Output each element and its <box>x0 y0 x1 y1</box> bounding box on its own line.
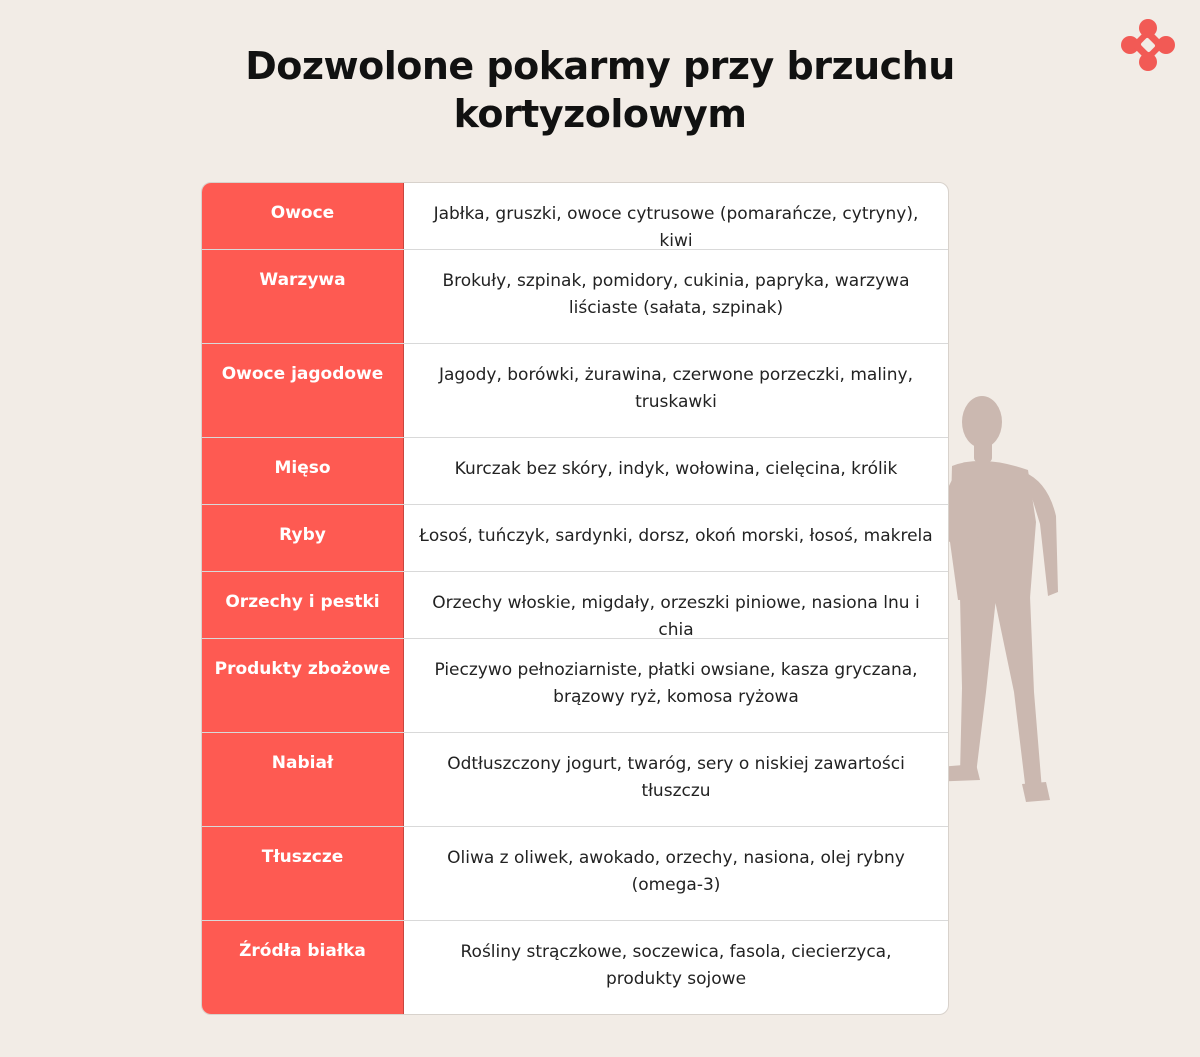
category-cell: Owoce <box>202 183 404 249</box>
page-title <box>0 42 1200 138</box>
category-cell: Owoce jagodowe <box>202 344 404 437</box>
table-row <box>202 638 948 732</box>
food-table <box>201 182 949 1015</box>
category-cell: Warzywa <box>202 250 404 343</box>
category-cell: Mięso <box>202 438 404 504</box>
table-row <box>202 571 948 638</box>
category-cell: Źródła białka <box>202 921 404 1014</box>
table-row <box>202 249 948 343</box>
table-row <box>202 343 948 437</box>
items-cell: Jagody, borówki, żurawina, czerwone porzeczki, maliny, truskawki <box>438 365 914 412</box>
items-cell: Brokuły, szpinak, pomidory, cukinia, papryka, warzywa liściaste (sałata, szpinak) <box>442 271 910 318</box>
page-title-line-1: Dozwolone pokarmy przy brzuchu <box>245 44 955 88</box>
items-cell: Orzechy włoskie, migdały, orzeszki piniowe, nasiona lnu i chia <box>432 593 920 640</box>
table-row <box>202 504 948 571</box>
items-cell: Łosoś, tuńczyk, sardynki, dorsz, okoń morski, łosoś, makrela <box>419 526 933 546</box>
category-cell: Orzechy i pestki <box>202 572 404 638</box>
brand-logo-icon <box>1118 16 1178 74</box>
items-cell: Odtłuszczony jogurt, twaróg, sery o niskiej zawartości tłuszczu <box>447 754 905 801</box>
items-cell: Kurczak bez skóry, indyk, wołowina, cielęcina, królik <box>454 459 898 479</box>
category-cell: Tłuszcze <box>202 827 404 920</box>
table-row <box>202 183 948 249</box>
table-row <box>202 920 948 1014</box>
category-cell: Ryby <box>202 505 404 571</box>
table-row <box>202 826 948 920</box>
items-cell: Pieczywo pełnoziarniste, płatki owsiane, kasza gryczana, brązowy ryż, komosa ryżowa <box>434 660 918 707</box>
table-row <box>202 437 948 504</box>
page-title-line-2: kortyzolowym <box>453 92 747 136</box>
items-cell: Jabłka, gruszki, owoce cytrusowe (pomarańcze, cytryny), kiwi <box>433 204 919 251</box>
category-cell: Nabiał <box>202 733 404 826</box>
items-cell: Rośliny strączkowe, soczewica, fasola, ciecierzyca, produkty sojowe <box>460 942 892 989</box>
table-row <box>202 732 948 826</box>
category-cell: Produkty zbożowe <box>202 639 404 732</box>
items-cell: Oliwa z oliwek, awokado, orzechy, nasiona, olej rybny (omega-3) <box>447 848 905 895</box>
